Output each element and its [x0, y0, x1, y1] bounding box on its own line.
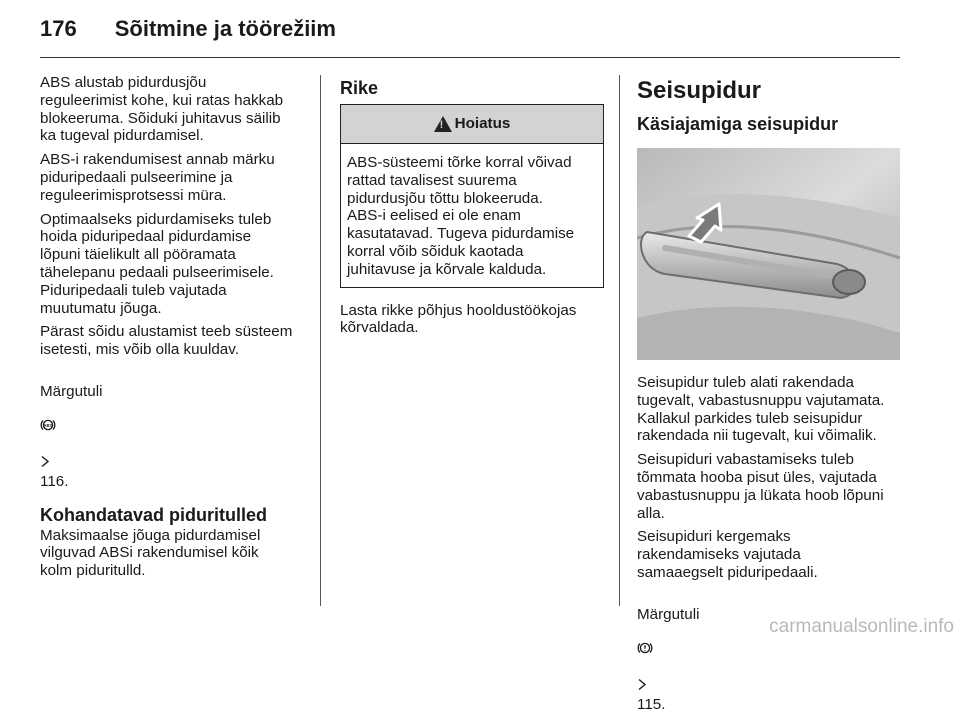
column-divider	[320, 75, 321, 606]
header-divider	[40, 57, 900, 58]
ref-page: 115.	[637, 695, 666, 713]
page-reference-arrow-icon	[637, 660, 647, 696]
paragraph: Seisupiduri vabastamiseks tuleb tõmmata hooba pisut üles, vajutada vabastusnuppu ja lükata hoob lõpuni alla.	[637, 451, 884, 522]
paragraph: Seisupidur tuleb alati rakendada tugevalt, vabastusnuppu vajutamata. Kallakul parkides tuleb seisupidur rakendada nii tugevalt, kui võimalik.	[637, 374, 885, 445]
paragraph: ABS-i rakendumisest annab märku piduripedaali pulseerimine ja reguleerimisprotsessi müra.	[40, 151, 275, 204]
ref-label: Märgutuli	[637, 605, 700, 623]
watermark: carmanualsonline.info	[769, 616, 954, 637]
column-left	[40, 74, 310, 586]
paragraph: Seisupiduri kergemaks rakendamiseks vajutada samaaegselt piduripedaali.	[637, 528, 818, 581]
ref-label: Märgutuli	[40, 382, 103, 400]
paragraph: Optimaalseks pidurdamiseks tuleb hoida piduripedaal pidurdamise lõpuni täielikult all pööramata tähelepanu pedaali pulseerimisele. Piduripedaali tuleb vajutada muutumatu jõuga.	[40, 210, 274, 317]
chapter-title: Sõitmine ja töörežiim	[114, 16, 336, 41]
column-divider	[619, 75, 620, 606]
cross-reference	[637, 588, 907, 714]
warning-triangle-icon: !	[434, 116, 452, 132]
page-reference-arrow-icon	[40, 437, 50, 473]
cross-reference	[40, 365, 310, 491]
warning-title: Hoiatus	[454, 115, 511, 133]
warning-header	[341, 105, 603, 144]
subsection-heading: Käsiajamiga seisupidur	[637, 114, 839, 134]
warning-box	[340, 104, 604, 288]
paragraph: ABS alustab pidurdusjõu reguleerimist kohe, kui ratas hakkab blokeeruma. Sõiduki juhitavus säilib ka tugeval pidurdamisel.	[40, 74, 284, 145]
paragraph: Maksimaalse jõuga pidurdamisel vilguvad ABSi rakendumisel kõik kolm piduritulld.	[40, 526, 261, 580]
section-heading: Kohandatavad piduritulled	[40, 504, 268, 525]
column-middle	[340, 74, 604, 343]
paragraph: Pärast sõidu alustamist teeb süsteem isetesti, mis võib olla kuuldav.	[40, 323, 293, 359]
page-header	[40, 16, 336, 48]
handbrake-photo	[637, 148, 900, 360]
section-heading: Rike	[340, 78, 379, 98]
section-title: Seisupidur	[637, 77, 762, 104]
page-number: 176	[40, 16, 77, 41]
warning-text: ABS-süsteemi tõrke korral võivad rattad tavalisest suurema pidurdusjõu tõttu blokeeruda. ABS-i eelised ei ole enam kasutatavad. Tugeva pidurdamise korral võib sõiduk kaotada juhitavuse ja kõrvale kalduda.	[347, 154, 575, 278]
ref-page: 116.	[40, 472, 69, 490]
svg-text:ABS: ABS	[43, 423, 53, 429]
abs-warning-light-icon	[40, 401, 56, 438]
paragraph: Lasta rikke põhjus hooldustöökojas kõrvaldada.	[340, 301, 577, 337]
